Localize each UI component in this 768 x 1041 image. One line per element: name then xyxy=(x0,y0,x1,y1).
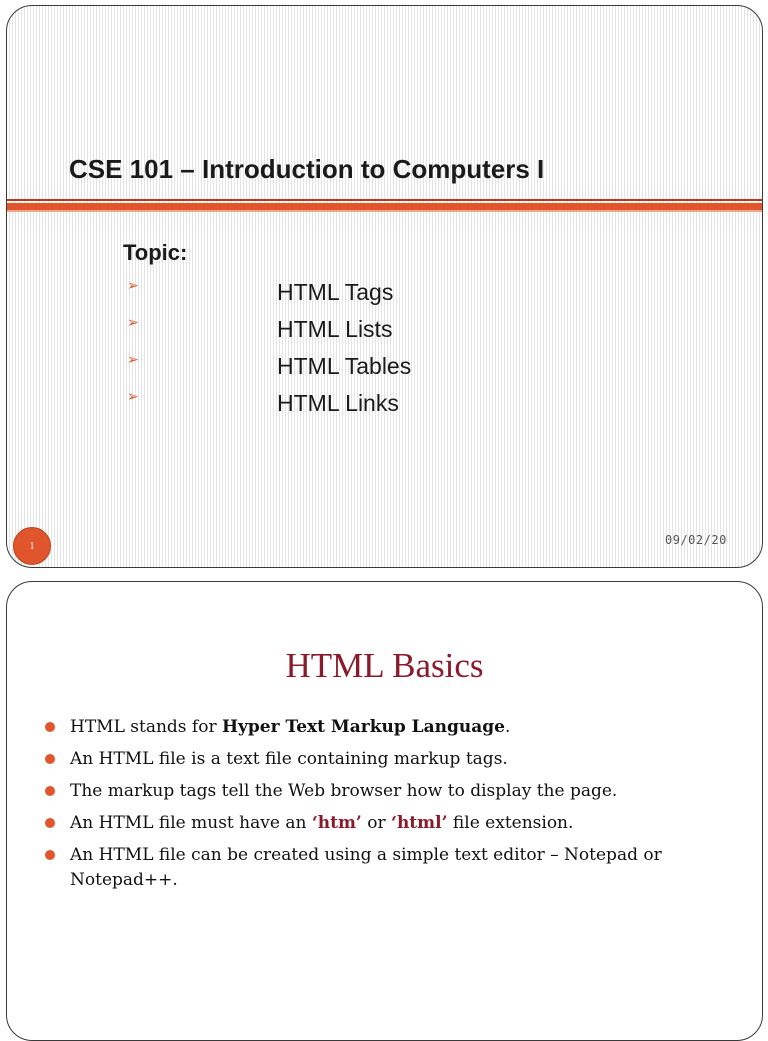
bullet-text: An HTML file can be created using a simple text editor – Notepad or Notepad++. xyxy=(70,845,662,890)
dot-icon xyxy=(45,786,55,796)
bullet-text: An HTML file is a text file containing markup tags. xyxy=(70,749,508,769)
bullet-text: . xyxy=(504,717,511,737)
slide-date: 09/02/20 xyxy=(665,533,727,547)
bullet-text: HTML stands for xyxy=(70,717,222,737)
topic-list xyxy=(123,274,523,422)
topic-text: HTML Tags xyxy=(277,279,394,305)
arrowhead-icon: ➢ xyxy=(127,352,139,368)
bullet-bold-text: Hyper Text Markup Language xyxy=(221,717,505,737)
bullet-text: or xyxy=(361,813,392,833)
extension-html: ‘html’ xyxy=(391,813,448,833)
list-item xyxy=(43,779,723,804)
topic-text: HTML Links xyxy=(277,390,399,416)
arrowhead-icon: ➢ xyxy=(127,389,139,405)
title-divider-shadow xyxy=(7,210,762,212)
bullet-list xyxy=(43,715,723,900)
extension-htm: ‘htm’ xyxy=(311,813,362,833)
topic-text: HTML Tables xyxy=(277,353,412,379)
topic-heading: Topic: xyxy=(123,240,188,265)
topic-item xyxy=(123,348,523,385)
topic-item xyxy=(123,385,523,422)
topic-item xyxy=(123,274,523,311)
arrowhead-icon: ➢ xyxy=(127,278,139,294)
topic-item xyxy=(123,311,523,348)
bullet-text: An HTML file must have an xyxy=(70,813,312,833)
slide-number-badge: 1 xyxy=(13,527,51,565)
title-divider xyxy=(7,199,762,201)
arrowhead-icon: ➢ xyxy=(127,315,139,331)
slide-title: CSE 101 – Introduction to Computers I xyxy=(69,154,545,184)
dot-icon xyxy=(45,818,55,828)
slide-1 xyxy=(6,5,763,568)
list-item xyxy=(43,715,723,740)
dot-icon xyxy=(45,722,55,732)
list-item xyxy=(43,843,723,893)
bullet-text: file extension. xyxy=(447,813,574,833)
slide-title: HTML Basics xyxy=(285,646,484,685)
topic-text: HTML Lists xyxy=(277,316,393,342)
bullet-text: The markup tags tell the Web browser how to display the page. xyxy=(70,781,618,801)
dot-icon xyxy=(45,850,55,860)
list-item xyxy=(43,747,723,772)
title-divider-accent xyxy=(7,203,762,210)
list-item xyxy=(43,811,723,836)
dot-icon xyxy=(45,754,55,764)
slide-2 xyxy=(6,581,763,1041)
